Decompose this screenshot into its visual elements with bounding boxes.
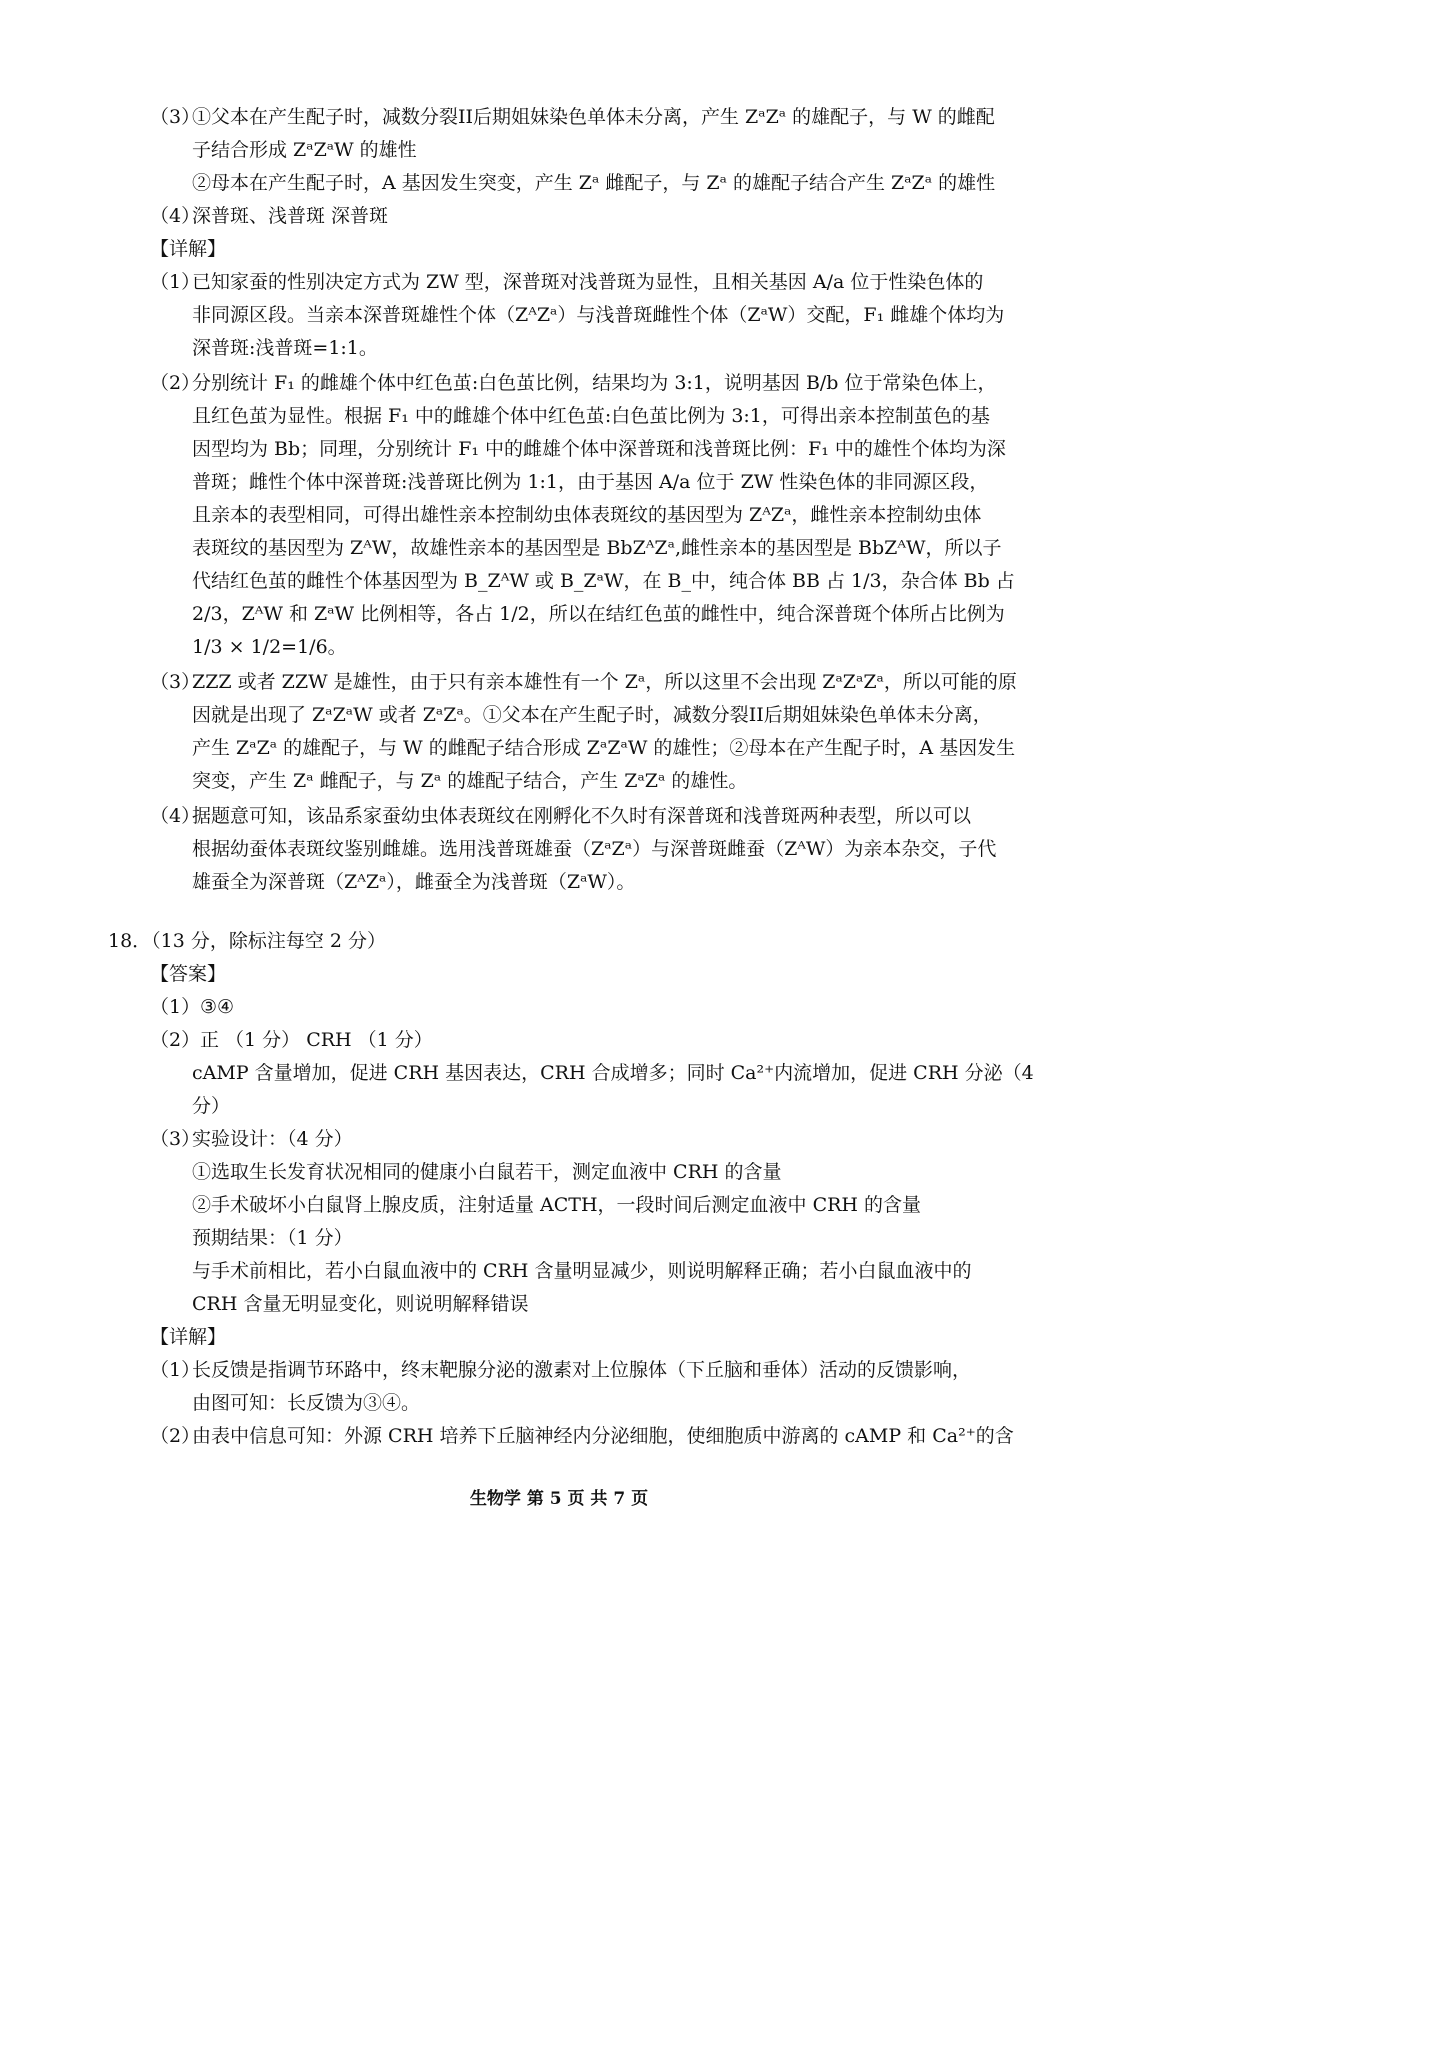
detail-p2-line: 代结红色茧的雌性个体基因型为 B_ZᴬW 或 B_ZᵃW，在 B_中，纯合体 BB 占 1/3，杂合体 Bb 占 (192, 570, 1015, 592)
a2-text: 正 （1 分） CRH （1 分） (200, 1029, 433, 1051)
detail-p3-line: ZZZ 或者 ZZW 是雄性，由于只有亲本雄性有一个 Zᵃ，所以这里不会出现 ZᵃZᵃZᵃ，所以可能的原 (192, 671, 1017, 693)
detail-p2-line: 1/3 × 1/2=1/6。 (192, 636, 347, 658)
a2-line2: cAMP 含量增加，促进 CRH 基因表达，CRH 合成增多；同时 Ca²⁺内流增加，促进 CRH 分泌（4 (192, 1062, 1034, 1084)
a3-line3: ②手术破坏小白鼠肾上腺皮质，注射适量 ACTH，一段时间后测定血液中 CRH 的含量 (192, 1194, 922, 1216)
detail-heading: 【详解】 (150, 238, 227, 260)
detail-p2-line: 普斑；雌性个体中深普斑:浅普斑比例为 1:1，由于基因 A/a 位于 ZW 性染色体的非同源区段， (192, 471, 989, 493)
q3-marker: （3） (150, 106, 201, 128)
detail-p1-line: 非同源区段。当亲本深普斑雄性个体（ZᴬZᵃ）与浅普斑雌性个体（ZᵃW）交配，F₁ 雌雄个体均为 (192, 304, 1005, 326)
detail-p2-line: 2/3，ZᴬW 和 ZᵃW 比例相等，各占 1/2，所以在结红色茧的雌性中，纯合深普斑个体所占比例为 (192, 603, 1005, 625)
detail-p1-marker: （1） (150, 271, 201, 293)
detail-p2-line: 且红色茧为显性。根据 F₁ 中的雌雄个体中红色茧:白色茧比例为 3:1，可得出亲本控制茧色的基 (192, 405, 990, 427)
a3-line6: CRH 含量无明显变化，则说明解释错误 (192, 1293, 529, 1315)
detail-p4-marker: （4） (150, 805, 201, 827)
detail-p2-marker: （2） (150, 372, 201, 394)
detail-heading-18: 【详解】 (150, 1326, 227, 1348)
answer-q3-line2: 子结合形成 ZᵃZᵃW 的雄性 (192, 139, 417, 161)
detail-p3-line: 因就是出现了 ZᵃZᵃW 或者 ZᵃZᵃ。①父本在产生配子时，减数分裂II后期姐妹染色单体未分离， (192, 704, 992, 726)
a3-marker: （3） (150, 1128, 201, 1150)
a3-line5: 与手术前相比，若小白鼠血液中的 CRH 含量明显减少，则说明解释正确；若小白鼠血液中的 (192, 1260, 972, 1282)
a3-line2: ①选取生长发育状况相同的健康小白鼠若干，测定血液中 CRH 的含量 (192, 1161, 782, 1183)
detail-p2-line: 分别统计 F₁ 的雌雄个体中红色茧:白色茧比例，结果均为 3:1，说明基因 B/b 位于常染色体上， (192, 372, 997, 394)
detail-p1-line: 深普斑:浅普斑=1:1。 (192, 337, 378, 359)
d1-line2: 由图可知：长反馈为③④。 (192, 1392, 421, 1414)
a2-marker: （2） (150, 1029, 201, 1051)
detail-p2-line: 因型均为 Bb；同理，分别统计 F₁ 中的雌雄个体中深普斑和浅普斑比例：F₁ 中的雄性个体均为深 (192, 438, 1006, 460)
d1-marker: （1） (150, 1359, 201, 1381)
detail-p2-line: 且亲本的表型相同，可得出雄性亲本控制幼虫体表斑纹的基因型为 ZᴬZᵃ，雌性亲本控制幼虫体 (192, 504, 982, 526)
detail-p4-line: 雄蚕全为深普斑（ZᴬZᵃ），雌蚕全为浅普斑（ZᵃW）。 (192, 871, 636, 893)
question-18-heading: 18．（13 分，除标注每空 2 分） (108, 930, 387, 952)
answer-q4-line: 深普斑、浅普斑 深普斑 (192, 205, 389, 227)
q4-marker: （4） (150, 205, 201, 227)
answer-q3-line3: ②母本在产生配子时，A 基因发生突变，产生 Zᵃ 雌配子，与 Zᵃ 的雄配子结合产生 ZᵃZᵃ 的雄性 (192, 172, 996, 194)
page-footer: 生物学 第 5 页 共 7 页 (469, 1489, 649, 1509)
detail-p4-line: 据题意可知，该品系家蚕幼虫体表斑纹在刚孵化不久时有深普斑和浅普斑两种表型，所以可以 (192, 805, 972, 827)
detail-p3-line: 突变，产生 Zᵃ 雌配子，与 Zᵃ 的雄配子结合，产生 ZᵃZᵃ 的雄性。 (192, 770, 748, 792)
a2-line3: 分） (192, 1095, 231, 1117)
detail-p2-line: 表斑纹的基因型为 ZᴬW，故雄性亲本的基因型是 BbZᴬZᵃ,雌性亲本的基因型是 BbZᴬW，所以子 (192, 537, 1002, 559)
a3-line1: 实验设计：（4 分） (192, 1128, 353, 1150)
detail-p3-marker: （3） (150, 671, 201, 693)
detail-p4-line: 根据幼蚕体表斑纹鉴别雌雄。选用浅普斑雄蚕（ZᵃZᵃ）与深普斑雌蚕（ZᴬW）为亲本杂交，子代 (192, 838, 997, 860)
d2-marker: （2） (150, 1425, 201, 1447)
detail-p1-line: 已知家蚕的性别决定方式为 ZW 型，深普斑对浅普斑为显性，且相关基因 A/a 位于性染色体的 (192, 271, 984, 293)
a1-marker: （1） (150, 996, 201, 1018)
d1-line1: 长反馈是指调节环路中，终末靶腺分泌的激素对上位腺体（下丘脑和垂体）活动的反馈影响， (192, 1359, 972, 1381)
a1-text: ③④ (200, 996, 235, 1018)
d2-line1: 由表中信息可知：外源 CRH 培养下丘脑神经内分泌细胞，使细胞质中游离的 cAMP 和 Ca²⁺的含 (192, 1425, 1014, 1447)
a3-line4: 预期结果：（1 分） (192, 1227, 353, 1249)
answer-q3-line1: ①父本在产生配子时，减数分裂II后期姐妹染色单体未分离，产生 ZᵃZᵃ 的雄配子，与 W 的雌配 (192, 106, 995, 128)
detail-p3-line: 产生 ZᵃZᵃ 的雄配子，与 W 的雌配子结合形成 ZᵃZᵃW 的雄性；②母本在产生配子时，A 基因发生 (192, 737, 1016, 759)
answer-heading: 【答案】 (150, 963, 227, 985)
